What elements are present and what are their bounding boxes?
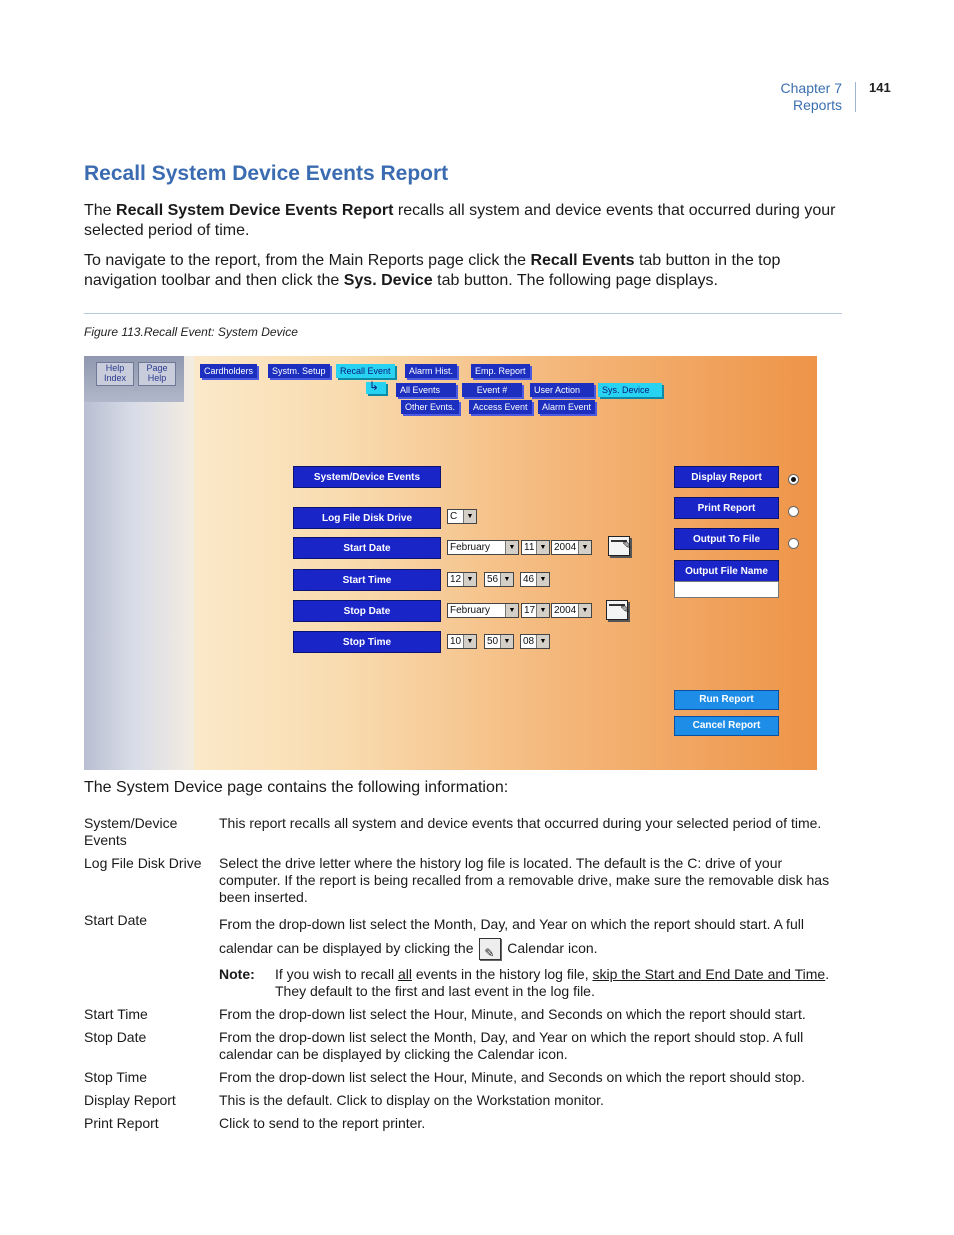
definition-row: [84, 855, 844, 906]
tab-other-events[interactable]: Other Evnts.: [401, 400, 459, 414]
start-date-label: Start Date: [293, 537, 441, 559]
stop-minute-value: 50: [487, 636, 499, 647]
intro-text: To navigate to the report, from the Main Reports page click the: [84, 252, 531, 269]
recall-event-screenshot: [84, 356, 817, 770]
chevron-down-icon: ▼: [505, 604, 518, 617]
chevron-down-icon: ▼: [463, 635, 476, 648]
tab-event-number[interactable]: Event #: [462, 383, 522, 397]
intro-text: tab button. The following page displays.: [432, 272, 718, 289]
stop-hour-select[interactable]: [447, 634, 477, 649]
chevron-down-icon: ▼: [463, 573, 476, 586]
section-label: Reports: [792, 97, 842, 113]
definition-desc: Click to send to the report printer.: [219, 1115, 426, 1132]
log-file-disk-drive-label: Log File Disk Drive: [293, 507, 441, 529]
note-text-part: If you wish to recall: [275, 966, 398, 983]
page-number: 141: [869, 80, 891, 95]
stop-year-select[interactable]: [551, 603, 592, 618]
definition-desc: This report recalls all system and device events that occurred during your selected period of time.: [219, 815, 822, 831]
intro-paragraph-1: [84, 201, 844, 241]
definition-row: [84, 1092, 844, 1109]
definition-term: Start Date: [84, 912, 148, 928]
intro-text: The: [84, 202, 117, 219]
definition-term: Display Report: [84, 1092, 176, 1109]
info-intro: The System Device page contains the following information:: [84, 779, 509, 796]
page-help-button[interactable]: Page Help: [138, 362, 176, 386]
help-index-button[interactable]: Help Index: [96, 362, 134, 386]
start-second-select[interactable]: [520, 572, 550, 587]
start-year-select[interactable]: [551, 540, 592, 555]
tab-cardholders[interactable]: Cardholders: [200, 364, 257, 378]
definition-desc: This is the default. Click to display on the Workstation monitor.: [219, 1092, 604, 1109]
note-text-part: events in the history log file,: [411, 966, 593, 983]
note-label: Note:: [219, 966, 255, 983]
note-underline: skip the Start and End Date and Time: [592, 966, 826, 983]
tab-emp-report[interactable]: Emp. Report: [471, 364, 530, 378]
intro-bold: Sys. Device: [343, 272, 433, 289]
definition-desc: Select the drive letter where the history log file is located. The default is the C: drive of your computer. If the report is being recalled from a removable drive, make sure the removable disk has been inserted.: [219, 855, 830, 905]
start-month-value: February: [450, 542, 491, 553]
left-panel: [84, 356, 194, 770]
definition-term: System/Device Events: [84, 815, 178, 848]
drive-select[interactable]: [447, 509, 477, 524]
chevron-down-icon: ▼: [536, 635, 549, 648]
chevron-down-icon: ▼: [500, 635, 513, 648]
definition-row: [84, 1006, 844, 1023]
definition-text: From the drop-down list select the Month, Day, and Year on which the report should start. A full calendar can be displayed by clicking the: [219, 916, 804, 956]
stop-second-select[interactable]: [520, 634, 550, 649]
output-file-name-label: Output File Name: [674, 560, 779, 582]
calendar-icon: [479, 938, 501, 960]
note: [219, 966, 844, 1000]
chevron-down-icon: ▼: [463, 510, 476, 523]
chevron-down-icon: ▼: [578, 541, 591, 554]
definition-row: [84, 815, 844, 849]
definition-row: [84, 912, 844, 960]
stop-month-value: February: [450, 605, 491, 616]
tab-recall-event[interactable]: Recall Event: [336, 364, 395, 378]
tab-sys-device[interactable]: Sys. Device: [598, 383, 662, 397]
start-month-select[interactable]: [447, 540, 519, 555]
definition-term: Print Report: [84, 1115, 159, 1132]
note-text: [275, 966, 844, 1000]
definition-list: [84, 815, 844, 1138]
intro-text: recalls all system and device events that occurred during your selected period of time.: [84, 202, 836, 239]
note-text-part: . They default to the first and last event in the log file.: [275, 966, 830, 1000]
definition-desc: From the drop-down list select the Hour, Minute, and Seconds on which the report should start.: [219, 1006, 806, 1023]
start-date-calendar-icon[interactable]: [608, 536, 630, 556]
output-file-name-input[interactable]: [674, 581, 779, 598]
stop-date-calendar-icon[interactable]: [606, 600, 628, 620]
figure-caption: Figure 113.Recall Event: System Device: [84, 325, 298, 339]
stop-day-value: 17: [524, 605, 536, 616]
run-report-button[interactable]: Run Report: [674, 690, 779, 710]
tab-alarm-event[interactable]: Alarm Event: [538, 400, 595, 414]
definition-term: Stop Date: [84, 1029, 147, 1046]
definition-row: [84, 1029, 844, 1063]
stop-minute-select[interactable]: [484, 634, 514, 649]
sub-nav-arrow-icon: [366, 382, 386, 394]
definition-row: [84, 1069, 844, 1086]
note-underline: all: [397, 966, 412, 983]
start-day-select[interactable]: [521, 540, 550, 555]
definition-desc: From the drop-down list select the Month, Day, and Year on which the report should stop. A full calendar can be displayed by clicking the Calendar icon.: [219, 1029, 804, 1063]
help-bar: [84, 356, 184, 402]
tab-system-setup[interactable]: Systm. Setup: [268, 364, 330, 378]
stop-hour-value: 10: [450, 636, 462, 647]
definition-desc: [219, 912, 844, 960]
header-divider: [855, 82, 856, 112]
chapter-label: Chapter 7: [780, 80, 842, 96]
page-title: Recall System Device Events Report: [84, 162, 449, 185]
stop-time-label: Stop Time: [293, 631, 441, 653]
display-report-radio[interactable]: [788, 474, 799, 485]
system-device-events-label: System/Device Events: [293, 466, 441, 488]
intro-bold: Recall System Device Events Report: [116, 202, 394, 219]
chevron-down-icon: ▼: [536, 604, 549, 617]
display-report-button[interactable]: Display Report: [674, 466, 779, 488]
start-second-value: 46: [523, 574, 535, 585]
tab-user-action[interactable]: User Action: [530, 383, 594, 397]
start-hour-select[interactable]: [447, 572, 477, 587]
stop-day-select[interactable]: [521, 603, 550, 618]
tab-all-events[interactable]: All Events: [396, 383, 456, 397]
chevron-down-icon: ▼: [536, 573, 549, 586]
stop-year-value: 2004: [554, 605, 577, 616]
stop-month-select[interactable]: [447, 603, 519, 618]
start-minute-select[interactable]: [484, 572, 514, 587]
print-report-button[interactable]: Print Report: [674, 497, 779, 519]
drive-value: C: [450, 511, 458, 522]
cancel-report-button[interactable]: Cancel Report: [674, 716, 779, 736]
output-to-file-button[interactable]: Output To File: [674, 528, 779, 550]
section-divider: [84, 313, 842, 314]
definition-text: Calendar icon.: [503, 940, 598, 956]
output-to-file-radio[interactable]: [788, 538, 799, 549]
tab-access-event[interactable]: Access Event: [469, 400, 532, 414]
chevron-down-icon: ▼: [536, 541, 549, 554]
chevron-down-icon: ▼: [578, 604, 591, 617]
definition-term: Log File Disk Drive: [84, 855, 202, 871]
definition-row: [84, 1115, 844, 1132]
definition-desc: From the drop-down list select the Hour, Minute, and Seconds on which the report should stop.: [219, 1069, 805, 1086]
intro-paragraph-2: [84, 251, 844, 291]
intro-text: tab button in the top navigation toolbar and then click the: [84, 252, 781, 289]
start-time-label: Start Time: [293, 569, 441, 591]
chevron-down-icon: ▼: [500, 573, 513, 586]
start-day-value: 11: [524, 542, 535, 553]
chapter-header: [781, 80, 842, 114]
start-minute-value: 56: [487, 574, 499, 585]
print-report-radio[interactable]: [788, 506, 799, 517]
definition-term: Start Time: [84, 1006, 148, 1023]
stop-second-value: 08: [523, 636, 535, 647]
intro-bold: Recall Events: [530, 252, 635, 269]
stop-date-label: Stop Date: [293, 600, 441, 622]
start-hour-value: 12: [450, 574, 462, 585]
tab-alarm-history[interactable]: Alarm Hist.: [405, 364, 457, 378]
definition-term: Stop Time: [84, 1069, 148, 1086]
start-year-value: 2004: [554, 542, 577, 553]
chevron-down-icon: ▼: [505, 541, 518, 554]
